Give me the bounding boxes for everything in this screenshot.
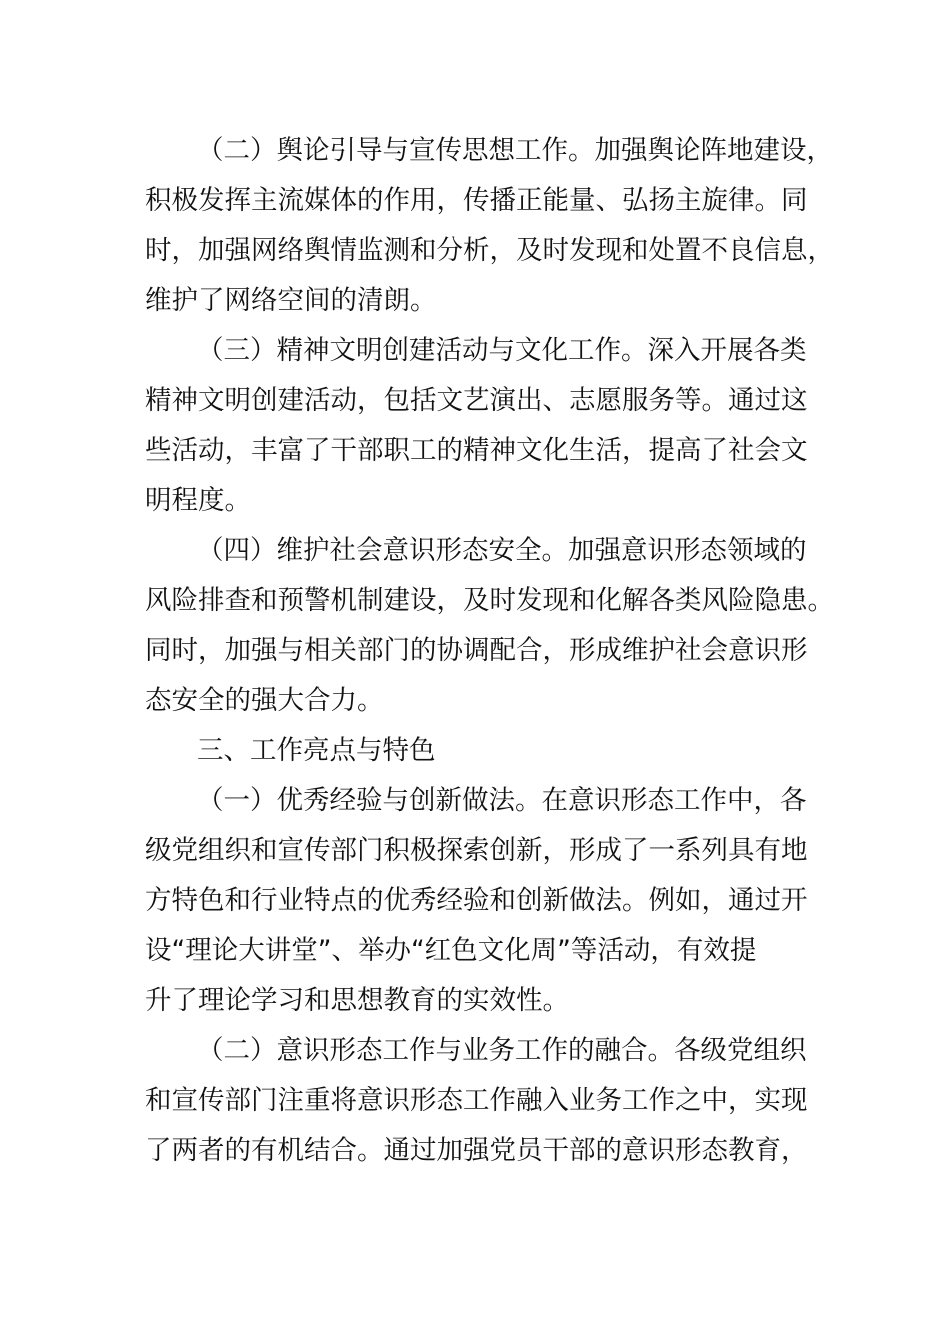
paragraph-line: 精神文明创建活动，包括文艺演出、志愿服务等。通过这: [145, 385, 808, 416]
paragraph-line: 维护了网络空间的清朗。: [145, 285, 437, 316]
paragraph-line: （一）优秀经验与创新做法。在意识形态工作中，各: [197, 785, 807, 816]
paragraph-line: （三）精神文明创建活动与文化工作。深入开展各类: [197, 335, 807, 366]
paragraph-line: （二）意识形态工作与业务工作的融合。各级党组织: [197, 1035, 807, 1066]
paragraph-line: 了两者的有机结合。通过加强党员干部的意识形态教育，: [145, 1135, 808, 1166]
paragraph-line: 明程度。: [145, 485, 251, 516]
paragraph-line: 时，加强网络舆情监测和分析，及时发现和处置不良信息，: [145, 235, 834, 266]
paragraph-line: 积极发挥主流媒体的作用，传播正能量、弘扬主旋律。同: [145, 185, 808, 216]
paragraph-line: 级党组织和宣传部门积极探索创新，形成了一系列具有地: [145, 835, 808, 866]
paragraph-line: 设“理论大讲堂”、举办“红色文化周”等活动，有效提: [145, 935, 757, 966]
paragraph-line: 升了理论学习和思想教育的实效性。: [145, 985, 569, 1016]
paragraph-line: 和宣传部门注重将意识形态工作融入业务工作之中，实现: [145, 1085, 808, 1116]
paragraph-line: （四）维护社会意识形态安全。加强意识形态领域的: [197, 535, 807, 566]
paragraph-line: 些活动，丰富了干部职工的精神文化生活，提高了社会文: [145, 435, 808, 466]
paragraph-line: 风险排查和预警机制建设，及时发现和化解各类风险隐患。: [145, 585, 834, 616]
document-body: [145, 126, 834, 1176]
section-heading: 三、工作亮点与特色: [197, 735, 436, 766]
paragraph-line: 态安全的强大合力。: [145, 685, 384, 716]
paragraph-line: 同时，加强与相关部门的协调配合，形成维护社会意识形: [145, 635, 808, 666]
paragraph-line: 方特色和行业特点的优秀经验和创新做法。例如，通过开: [145, 885, 808, 916]
paragraph-line: （二）舆论引导与宣传思想工作。加强舆论阵地建设，: [197, 135, 833, 166]
